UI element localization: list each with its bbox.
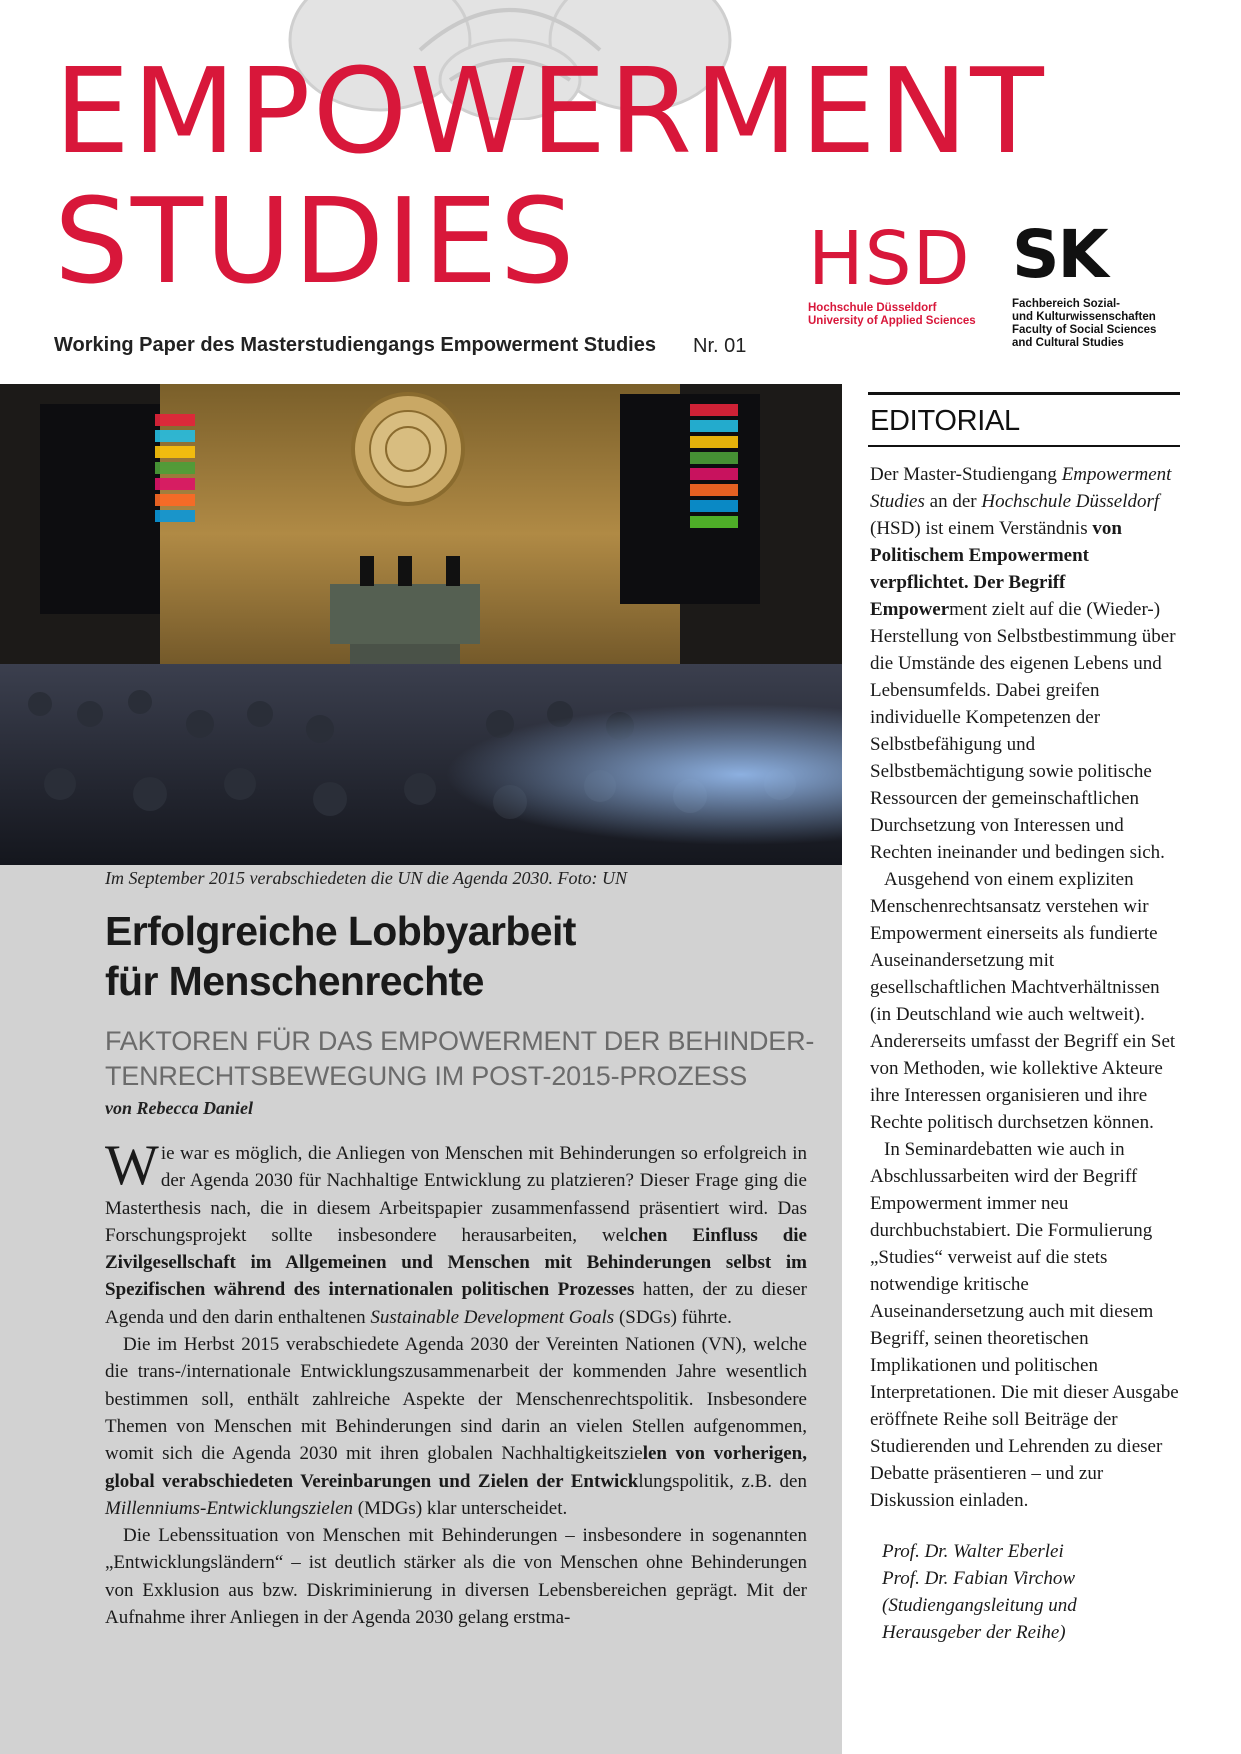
photo-caption: Im September 2015 verabschiedeten die UN die Agenda 2030. Foto: UN [105,868,628,888]
article-byline: von Rebecca Daniel [105,1098,253,1118]
masthead-title-line1: EMPOWERMENT [54,42,1046,180]
editorial-paragraph-3: In Seminardebatten wie auch in Abschlussarbeiten wird der Begriff Empowerment immer neu durchbuchstabiert. Die Formulierung „Studies“ verweist auf die stets notwendige kritische Auseinandersetzung auch mit diesem Begriff, seinen theoretischen Implikationen und politischen Interpretationen. Die mit dieser Ausgabe eröffnete Reihe soll Beiträge der Studierenden und Lehrenden zu dieser Debatte präsentieren – und zur Diskussion einladen. [870,1139,1179,1511]
editorial-column [868,392,1180,1514]
sk-logo-line3: Faculty of Social Sciences [1012,324,1157,336]
sk-logo-mark: SK [1012,216,1107,293]
drop-cap: W [105,1134,159,1197]
kicker-line1: FAKTOREN FÜR DAS EMPOWERMENT DER BEHINDER- [105,1026,815,1056]
article-paragraph-3: Die Lebenssituation von Menschen mit Behinderungen – insbesondere in sogenannten „Entwicklungsländern“ – ist deutlich stärker als die von Menschen ohne Behinderungen von Exklusion aus bzw. Diskriminierung in diversen Lebensbereichen geprägt. Mit der Aufnahme ihrer Anliegen in der Agenda 2030 gelang erstma- [105,1525,807,1629]
article-paragraph-2: Die im Herbst 2015 verabschiedete Agenda 2030 der Vereinten Nationen (VN), welche die trans-/internationale Entwicklungszusammenarbeit der kommenden Jahre wesentlich bestimmen soll, enthält zahlreiche Aspekte der Menschenrechtspolitik. Insbesondere Themen von Menschen mit Behinderungen sind darin an vielen Stellen aufgenommen, womit sich die Agenda 2030 mit ihren globalen Nachhaltigkeitszielen von vorherigen, global verabschiedeten Vereinbarungen und Zielen der Entwicklungspolitik, z.B. den Millenniums-Entwicklungszielen (MDGs) klar unterscheidet. [105,1334,807,1519]
hsd-logo-mark: HSD [808,216,971,302]
hsd-logo-line2: University of Applied Sciences [808,315,976,327]
sk-logo-line1: Fachbereich Sozial- [1012,298,1121,310]
editorial-signature [882,1538,1077,1646]
editorial-paragraph-1: Der Master-Studiengang Empowerment Studies an der Hochschule Düsseldorf (HSD) ist einem Verständnis von Politischem Empowerment verpflichtet. Der Begriff Empowerment zielt auf die (Wieder-) Herstellung von Selbstbestimmung über die Umstände des eigenen Lebens und Lebensumfelds. Dabei greifen individuelle Kompetenzen der Selbstbefähigung und Selbstbemächtigung sowie politische Ressourcen der gemeinschaftlichen Durchsetzung von Interessen und Rechten ineinander und bedingen sich. [870,464,1176,863]
headline-line1: Erfolgreiche Lobbyarbeit [105,908,576,954]
series-subtitle: Working Paper des Masterstudiengangs Empowerment Studies [54,334,656,356]
signature-line4: Herausgeber der Reihe) [882,1622,1066,1643]
kicker-line2: TENRECHTSBEWEGUNG IM POST-2015-PROZESS [105,1061,748,1091]
un-assembly-photo [0,384,842,865]
editorial-title: EDITORIAL [870,405,1020,437]
headline-line2: für Menschenrechte [105,958,484,1004]
sk-logo-line2: und Kulturwissenschaften [1012,311,1156,323]
article-paragraph-1: Wie war es möglich, die Anliegen von Menschen mit Behinderungen so erfolgreich in der Agenda 2030 für Nachhaltige Entwicklung zu platzieren? Dieser Frage ging die Masterthesis nach, die in diesem Arbeitspapier zusammenfassend präsentiert wird. Das Forschungsprojekt sollte insbesondere herausarbeiten, welchen Einfluss die Zivilgesellschaft im Allgemeinen und Menschen mit Behinderungen selbst im Spezifischen während des internationalen politischen Prozesses hatten, der zu dieser Agenda und den darin enthaltenen Sustainable Development Goals (SDGs) führte. [105,1134,807,1328]
signature-line2: Prof. Dr. Fabian Virchow [882,1568,1075,1589]
sk-logo[interactable] [1012,216,1157,350]
editorial-paragraph-2: Ausgehend von einem expliziten Menschenrechtsansatz verstehen wir Empowerment einerseits als fundierte Auseinandersetzung mit gesellschaftlichen Machtverhältnissen (in Deutschland wie auch weltweit). Andererseits umfasst der Begriff ein Set von Methoden, wie kollektive Akteure ihre Interessen organisieren und ihre Rechte politisch durchsetzen können. [870,869,1176,1133]
signature-line3: (Studiengangsleitung und [882,1595,1077,1616]
article-headline [105,906,576,1006]
sk-logo-line4: and Cultural Studies [1012,337,1124,349]
editorial-body [868,461,1180,1514]
editorial-rule-bottom [868,445,1180,447]
article-kicker [105,1024,814,1094]
hsd-logo-line1: Hochschule Düsseldorf [808,302,937,314]
hsd-logo[interactable] [808,216,976,328]
article-body [105,1134,807,1631]
issue-number: Nr. 01 [693,335,747,357]
signature-line1: Prof. Dr. Walter Eberlei [882,1541,1064,1562]
masthead-title-line2: STUDIES [54,172,577,310]
